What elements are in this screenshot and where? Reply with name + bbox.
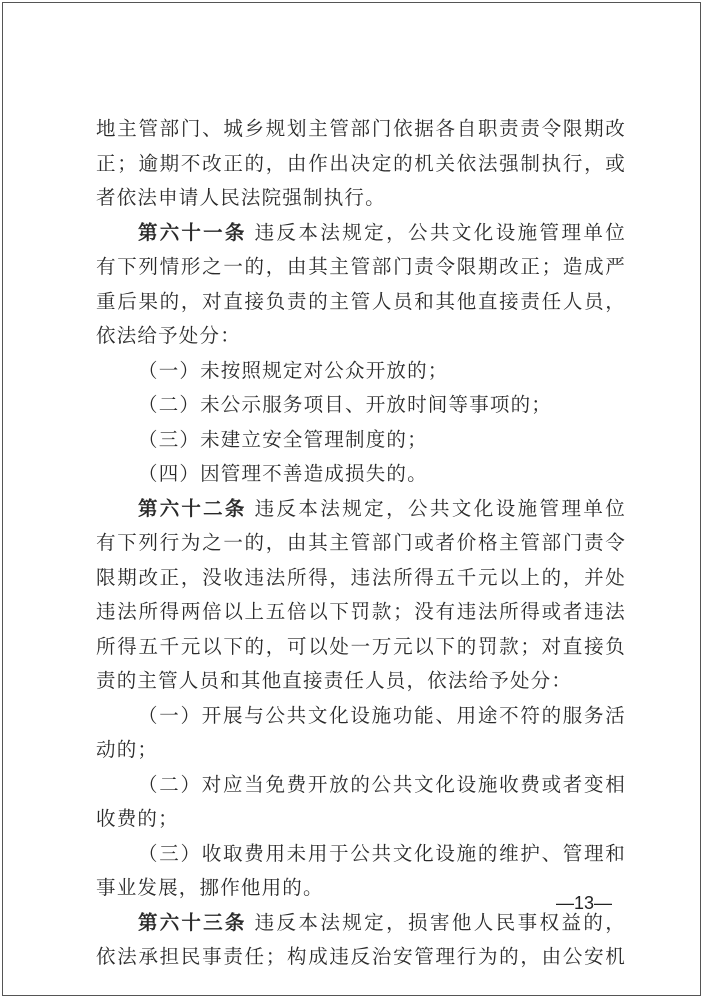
article-63 — [96, 906, 626, 975]
text-line: 违法所得两倍以上五倍以下罚款；没有违法所得或者违法 — [96, 600, 626, 623]
text-line: 动的； — [96, 738, 159, 761]
text-line: 依法承担民事责任；构成违反治安管理行为的，由公安机 — [96, 945, 626, 968]
text-line: （二）对应当免费开放的公共文化设施收费或者变相 — [138, 772, 626, 796]
article-61 — [96, 216, 626, 354]
text-line: 所得五千元以下的，可以处一万元以下的罚款；对直接负 — [96, 634, 626, 658]
text-line: 责的主管人员和其他直接责任人员，依法给予处分： — [96, 669, 573, 692]
text-line: 依法给予处分： — [96, 324, 241, 347]
text-line: 有下列行为之一的，由其主管部门或者价格主管部门责令 — [96, 531, 626, 554]
list-item: （一）未按照规定对公众开放的； — [138, 358, 449, 382]
article-number: 第六十三条 — [138, 910, 247, 934]
text-line: 重后果的，对直接负责的主管人员和其他直接责任人员， — [96, 289, 626, 313]
text-line: 收费的； — [96, 807, 179, 830]
document-body — [96, 112, 626, 975]
text-line — [96, 492, 626, 527]
text-span: 违反本法规定，损害他人民事权益的， — [254, 910, 626, 934]
text-line: 者依法申请人民法院强制执行。 — [96, 186, 386, 209]
article-62 — [96, 492, 626, 699]
text-line — [96, 216, 626, 251]
text-line: 事业发展，挪作他用的。 — [96, 876, 324, 899]
text-span: 违反本法规定，公共文化设施管理单位 — [254, 220, 626, 244]
list-item — [96, 768, 626, 837]
text-line: 地主管部门、城乡规划主管部门依据各自职责责令限期改 — [96, 117, 626, 140]
list-item: （四）因管理不善造成损失的。 — [138, 462, 428, 485]
text-line: 限期改正，没收违法所得，违法所得五千元以上的，并处 — [96, 565, 626, 589]
article-number: 第六十二条 — [138, 496, 247, 520]
text-line: （三）收取费用未用于公共文化设施的维护、管理和 — [138, 841, 626, 865]
paragraph — [96, 112, 626, 216]
article-number: 第六十一条 — [138, 220, 247, 244]
list-item: （二）未公示服务项目、开放时间等事项的； — [138, 393, 553, 416]
text-line — [96, 906, 626, 941]
page-number: —13— — [556, 893, 613, 913]
list-item: （三）未建立安全管理制度的； — [138, 427, 428, 451]
text-line: 正；逾期不改正的，由作出决定的机关依法强制执行，或 — [96, 151, 626, 175]
text-span: 违反本法规定，公共文化设施管理单位 — [254, 496, 626, 520]
list-item — [96, 699, 626, 768]
text-line: 有下列情形之一的，由其主管部门责令限期改正；造成严 — [96, 255, 626, 278]
list-item — [96, 837, 626, 906]
text-line: （一）开展与公共文化设施功能、用途不符的服务活 — [138, 703, 626, 727]
